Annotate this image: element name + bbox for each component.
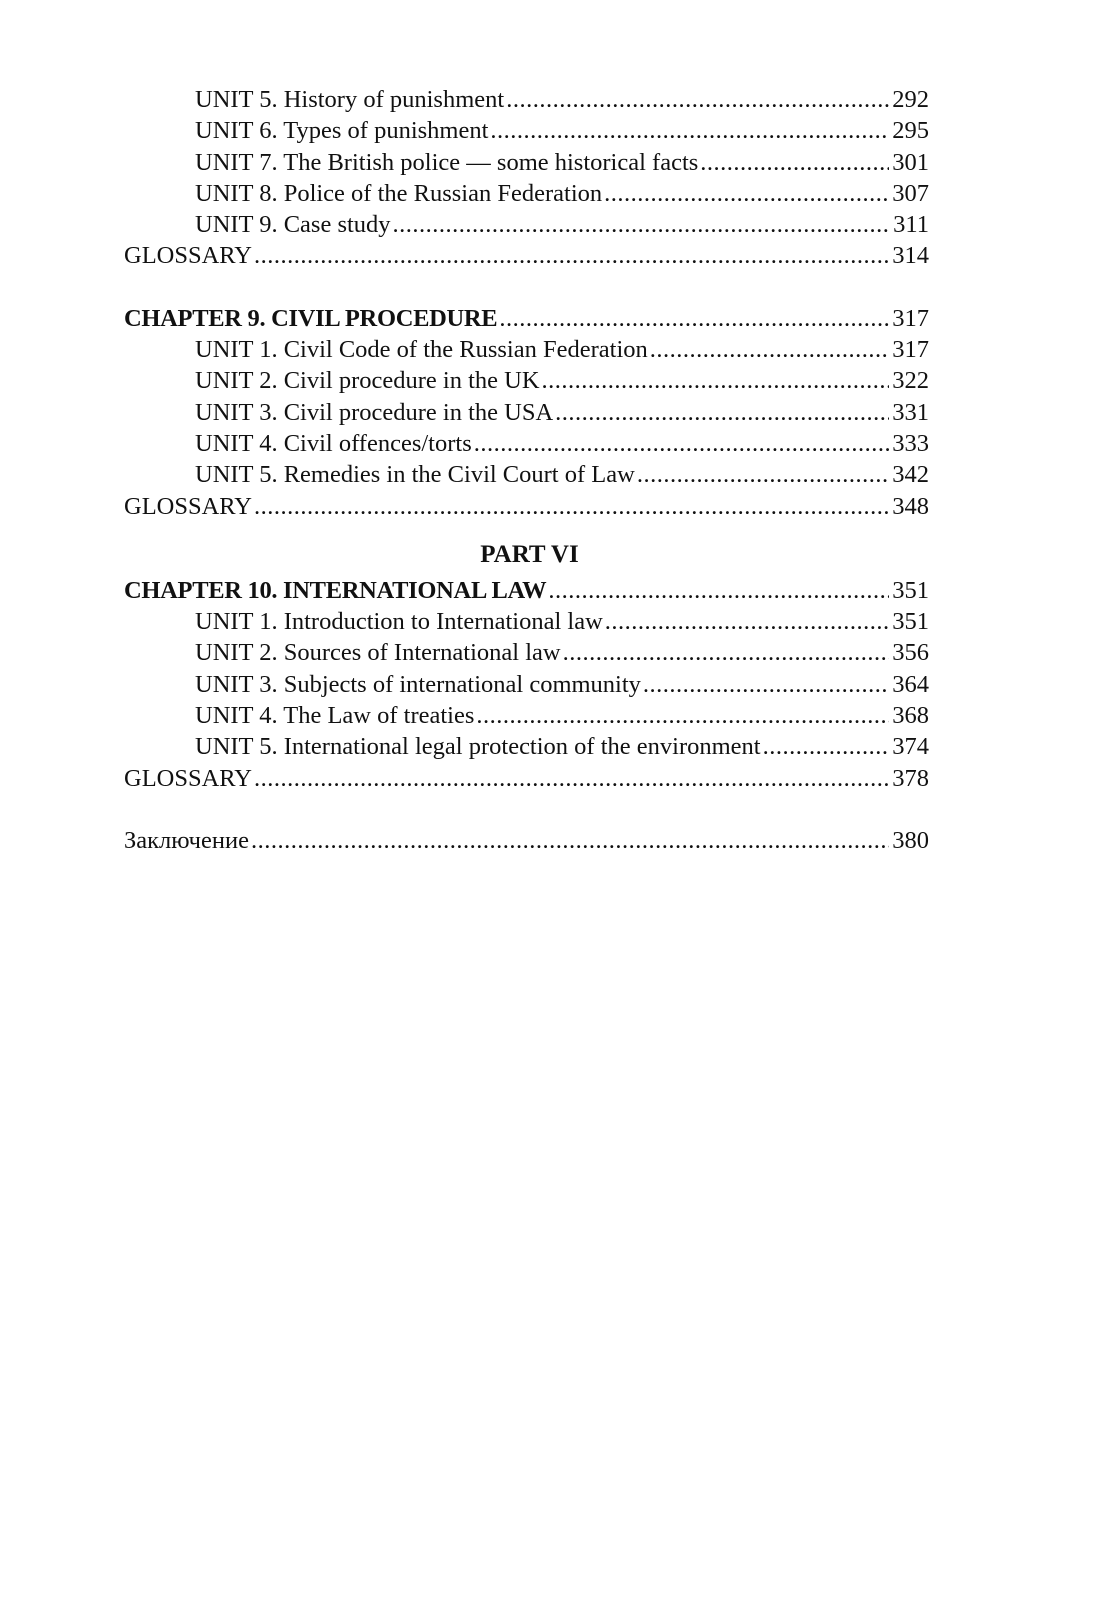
toc-entry-title: GLOSSARY — [124, 764, 252, 792]
toc-page-number: 292 — [892, 86, 929, 113]
toc-entry-title: UNIT 7. The British police — some historical facts — [195, 148, 699, 176]
toc-entry-title: UNIT 5. History of punishment — [195, 86, 505, 113]
toc-page-number: 378 — [892, 764, 929, 792]
toc-entry-title: Заключение — [124, 826, 249, 854]
dot-leader — [251, 825, 889, 856]
toc-page-number: 314 — [892, 242, 929, 270]
toc-chapter-title: CHAPTER 10. INTERNATIONAL LAW — [124, 576, 547, 604]
toc-entry-glossary — [124, 763, 929, 794]
toc-page-number: 364 — [892, 670, 929, 698]
dot-leader — [542, 365, 890, 396]
dot-leader — [763, 731, 890, 762]
dot-leader — [506, 84, 889, 115]
part-heading: PART VI — [480, 540, 579, 568]
toc-entry-unit — [124, 428, 929, 459]
toc-page-number: 348 — [892, 492, 929, 520]
dot-leader — [393, 209, 891, 240]
toc-entry-unit — [124, 209, 929, 240]
dot-leader — [650, 334, 890, 365]
toc-entry-unit — [124, 669, 929, 700]
table-of-contents — [124, 84, 929, 856]
toc-page-number: 342 — [892, 461, 929, 489]
dot-leader — [563, 637, 890, 668]
toc-entry-chapter — [124, 575, 929, 606]
dot-leader — [476, 700, 889, 731]
toc-entry-title: UNIT 9. Case study — [195, 211, 391, 239]
toc-page-number: 295 — [892, 117, 929, 145]
toc-page-number: 331 — [892, 398, 929, 426]
toc-entry-title: UNIT 4. Civil offences/torts — [195, 429, 472, 457]
dot-leader — [254, 763, 889, 794]
toc-page-number: 356 — [892, 639, 929, 667]
section-gap — [124, 272, 929, 303]
toc-entry-title: UNIT 2. Civil procedure in the UK — [195, 367, 540, 395]
dot-leader — [637, 459, 889, 490]
toc-entry-unit — [124, 334, 929, 365]
toc-entry-title: GLOSSARY — [124, 242, 252, 270]
toc-entry-title: GLOSSARY — [124, 492, 252, 520]
toc-page-number: 351 — [892, 608, 929, 636]
toc-page-number: 368 — [892, 702, 929, 730]
toc-entry-title: UNIT 1. Introduction to International law — [195, 608, 603, 636]
toc-entry-title: UNIT 4. The Law of treaties — [195, 702, 475, 730]
toc-entry-unit — [124, 637, 929, 668]
dot-leader — [254, 491, 889, 522]
toc-entry-title: UNIT 5. International legal protection of the environment — [195, 733, 761, 761]
toc-entry-unit — [124, 115, 929, 146]
dot-leader — [643, 669, 889, 700]
dot-leader — [474, 428, 890, 459]
toc-entry-unit — [124, 84, 929, 115]
toc-entry-unit — [124, 606, 929, 637]
dot-leader — [604, 178, 889, 209]
toc-entry-title: UNIT 2. Sources of International law — [195, 639, 561, 667]
toc-page-number: 322 — [892, 367, 929, 395]
toc-entry-unit — [124, 700, 929, 731]
toc-entry-unit — [124, 459, 929, 490]
toc-entry-title: UNIT 1. Civil Code of the Russian Federation — [195, 336, 648, 364]
toc-entry-unit — [124, 147, 929, 178]
toc-page-number: 317 — [892, 336, 929, 364]
dot-leader — [605, 606, 889, 637]
toc-page-number: 380 — [892, 826, 929, 854]
dot-leader — [700, 147, 889, 178]
dot-leader — [555, 397, 889, 428]
dot-leader — [499, 303, 889, 334]
dot-leader — [548, 575, 889, 606]
toc-entry-title: UNIT 8. Police of the Russian Federation — [195, 179, 603, 207]
toc-page-number: 307 — [892, 179, 929, 207]
toc-entry-chapter — [124, 303, 929, 334]
toc-page-number: 311 — [893, 211, 929, 239]
toc-entry-unit — [124, 397, 929, 428]
toc-entry-title: UNIT 6. Types of punishment — [195, 117, 489, 145]
toc-page-number: 317 — [892, 304, 929, 332]
toc-entry-title: UNIT 3. Subjects of international community — [195, 670, 641, 698]
toc-entry-glossary — [124, 491, 929, 522]
toc-entry-conclusion — [124, 825, 929, 856]
toc-entry-title: UNIT 5. Remedies in the Civil Court of Law — [195, 461, 635, 489]
toc-entry-unit — [124, 178, 929, 209]
section-gap — [124, 794, 929, 825]
toc-entry-unit — [124, 365, 929, 396]
toc-entry-glossary — [124, 240, 929, 271]
toc-entry-title: UNIT 3. Civil procedure in the USA — [195, 398, 554, 426]
toc-page-number: 301 — [892, 148, 929, 176]
toc-entry-unit — [124, 731, 929, 762]
toc-chapter-title: CHAPTER 9. CIVIL PROCEDURE — [124, 304, 498, 332]
dot-leader — [254, 240, 889, 271]
toc-page-number: 351 — [892, 576, 929, 604]
toc-page-number: 333 — [892, 429, 929, 457]
dot-leader — [490, 115, 889, 146]
toc-page-number: 374 — [892, 733, 929, 761]
